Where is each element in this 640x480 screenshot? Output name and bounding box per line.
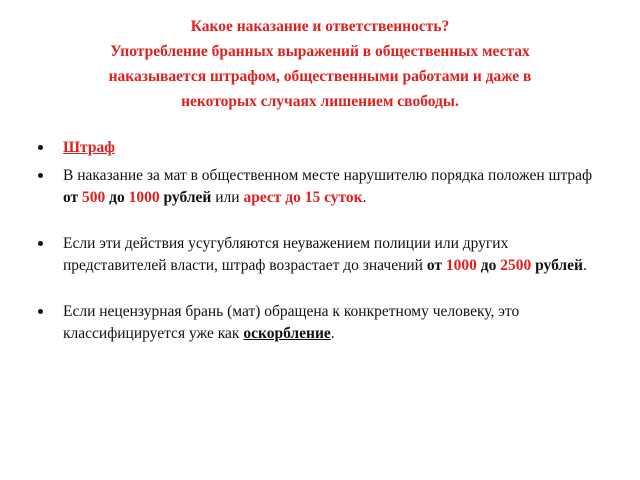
fine-min-value: 1000 [445,257,477,274]
fine-heading: Штраф [63,139,115,156]
insult-term: оскорбление [243,325,331,342]
to-word: до [480,257,497,274]
from-word: от [63,189,79,206]
bullet-fine-police [0,233,600,277]
title-line-2: Употребление бранных выражений в общественных местах [110,43,530,60]
bullet-text: Если эти действия усугубляются неуважением полиции или других представителей власти, штраф возрастает до значений [63,235,509,274]
bullet-fine-public [0,165,600,209]
bullet-text: Если нецензурная брань (мат) обращена к конкретному человеку, это классифицируется уже как [63,303,520,342]
period: . [362,189,367,206]
arrest-text: арест до 15 суток [243,189,363,206]
to-word: до [109,189,125,206]
bullet-dot-icon [38,309,43,314]
title-line-4: некоторых случаях лишением свободы. [181,93,459,110]
currency-word: рублей [535,257,583,274]
bullet-heading [0,137,600,159]
bullet-text: В наказание за мат в общественном месте нарушителю порядка положен штраф [63,167,593,184]
slide-title [40,14,600,114]
from-word: от [426,257,443,274]
bullet-dot-icon [38,241,43,246]
or-word: или [211,189,244,206]
bullet-list [0,137,600,345]
bullet-dot-icon [38,145,43,150]
fine-min-value: 500 [82,189,106,206]
currency-word: рублей [163,189,212,206]
fine-max-value: 1000 [128,189,160,206]
title-line-1: Какое наказание и ответственность? [190,18,450,35]
period: . [330,325,335,342]
period: . [582,257,587,274]
bullet-dot-icon [38,173,43,178]
bullet-insult [0,301,600,345]
title-line-3: наказывается штрафом, общественными работами и даже в [108,68,532,85]
fine-max-value: 2500 [500,257,532,274]
